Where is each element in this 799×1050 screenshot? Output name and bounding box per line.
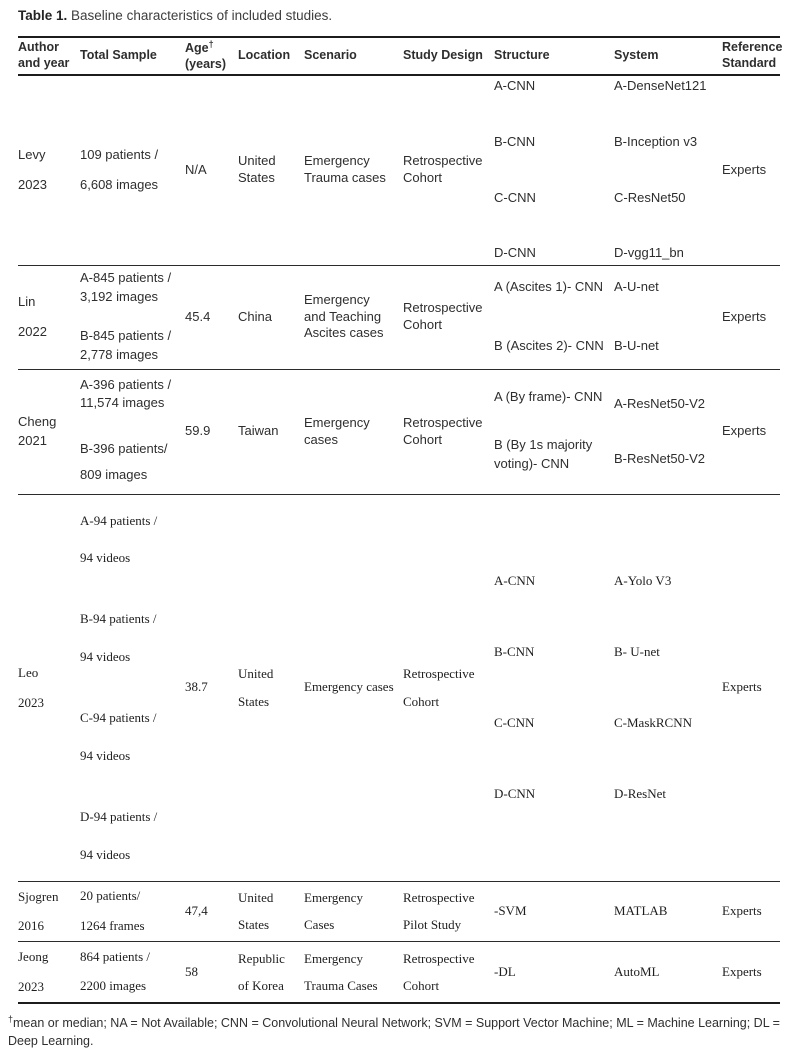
cell-structure: A (Ascites 1)- CNN B (Ascites 2)- CNN — [494, 279, 604, 354]
table-row-sjogren-2016 — [18, 881, 780, 942]
cell-author: Levy 2023 — [18, 147, 47, 193]
cell-structure: A-CNN B-CNN C-CNN D-CNN — [494, 78, 536, 261]
cell-location: United States — [238, 890, 274, 933]
cell-system: AutoML — [614, 963, 660, 979]
footnote-text: mean or median; NA = Not Available; CNN = Convolutional Neural Network; SVM = Support Vector Machine; ML = Machine Learning; DL = Deep Learning. — [8, 1016, 780, 1048]
cell-location: United States — [238, 153, 276, 186]
cell-age: 58 — [185, 963, 198, 979]
cell-scenario: Emergency and Teaching Ascites cases — [304, 291, 384, 341]
col-header-system: System — [614, 48, 659, 63]
cell-study-design: Retrospective Cohort — [403, 153, 483, 186]
cell-author: Cheng 2021 — [18, 413, 57, 448]
cell-reference-standard: Experts — [722, 963, 762, 979]
cell-structure: -SVM — [494, 902, 527, 918]
cell-location: Republic of Korea — [238, 950, 285, 994]
cell-reference-standard: Experts — [722, 308, 767, 324]
cell-age: 38.7 — [185, 679, 208, 695]
table-number: Table 1. — [18, 8, 68, 23]
cell-structure: A-CNN B-CNN C-CNN D-CNN — [494, 572, 536, 801]
cell-structure: A (By frame)- CNN B (By 1s majority voting)- CNN — [494, 389, 603, 472]
cell-scenario: Emergency cases — [304, 414, 370, 447]
cell-study-design: Retrospective Cohort — [403, 300, 483, 332]
cell-age: 47,4 — [185, 902, 208, 918]
cell-reference-standard: Experts — [722, 161, 767, 177]
cell-study-design: Retrospective Cohort — [403, 666, 475, 709]
cell-author: Sjogren 2016 — [18, 888, 59, 934]
cell-structure: -DL — [494, 963, 516, 979]
cell-system: A-U-net B-U-net — [614, 279, 659, 354]
cell-location: Taiwan — [238, 423, 279, 439]
cell-reference-standard: Experts — [722, 902, 762, 918]
table-row-cheng-2021 — [18, 369, 780, 494]
dagger-symbol: † — [208, 39, 214, 50]
cell-total-sample: 864 patients / 2200 images — [80, 949, 151, 994]
cell-author: Lin 2022 — [18, 294, 47, 339]
cell-location: United States — [238, 666, 274, 709]
table-row-lin-2022 — [18, 265, 780, 369]
cell-age: 59.9 — [185, 423, 211, 439]
cell-study-design: Retrospective Cohort — [403, 950, 475, 994]
col-header-structure: Structure — [494, 48, 550, 63]
cell-study-design: Retrospective Pilot Study — [403, 890, 475, 933]
cell-scenario: Emergency Trauma cases — [304, 153, 386, 186]
col-header-author: Author and year — [18, 40, 70, 70]
dagger-symbol: † — [8, 1014, 14, 1025]
col-header-total-sample: Total Sample — [80, 48, 157, 63]
col-header-scenario: Scenario — [304, 48, 357, 63]
cell-age: N/A — [185, 161, 207, 177]
cell-location: China — [238, 308, 272, 324]
cell-scenario: Emergency Trauma Cases — [304, 950, 378, 994]
cell-study-design: Retrospective Cohort — [403, 414, 483, 447]
baseline-characteristics-table — [18, 36, 783, 1004]
cell-author: Jeong 2023 — [18, 949, 49, 995]
cell-scenario: Emergency cases — [304, 679, 394, 695]
table-footnote — [8, 1013, 789, 1050]
cell-system: A-DenseNet121 B-Inception v3 C-ResNet50 D-vgg11_bn — [614, 78, 707, 261]
col-header-study-design: Study Design — [403, 48, 483, 63]
cell-total-sample: A-94 patients / 94 videos B-94 patients / 94 videos C-94 patients / 94 videos D-94 patients / 94 videos — [80, 512, 158, 862]
cell-system: MATLAB — [614, 902, 668, 918]
table-caption: Baseline characteristics of included studies. — [67, 8, 333, 23]
cell-total-sample: 20 patients/ 1264 frames — [80, 888, 145, 933]
cell-reference-standard: Experts — [722, 423, 767, 439]
header-row — [18, 37, 780, 75]
cell-total-sample: A-396 patients / 11,574 images B-396 patients/ 809 images — [80, 376, 172, 482]
cell-reference-standard: Experts — [722, 679, 762, 695]
cell-system: A-ResNet50-V2 B-ResNet50-V2 — [614, 395, 706, 466]
col-header-age: Age† (years) — [185, 39, 226, 72]
cell-total-sample: 109 patients / 6,608 images — [80, 147, 159, 193]
cell-age: 45.4 — [185, 308, 211, 324]
cell-system: A-Yolo V3 B- U-net C-MaskRCNN D-ResNet — [614, 572, 693, 801]
table-row-levy-2023 — [18, 75, 780, 265]
table-row-leo-2023 — [18, 494, 780, 881]
table-title — [18, 8, 781, 23]
cell-scenario: Emergency Cases — [304, 890, 363, 933]
table-row-jeong-2023 — [18, 942, 780, 1003]
cell-author: Leo 2023 — [18, 664, 44, 710]
col-header-location: Location — [238, 48, 291, 63]
cell-total-sample: A-845 patients / 3,192 images B-845 patients / 2,778 images — [80, 270, 172, 363]
col-header-reference: Reference Standard — [722, 40, 783, 70]
